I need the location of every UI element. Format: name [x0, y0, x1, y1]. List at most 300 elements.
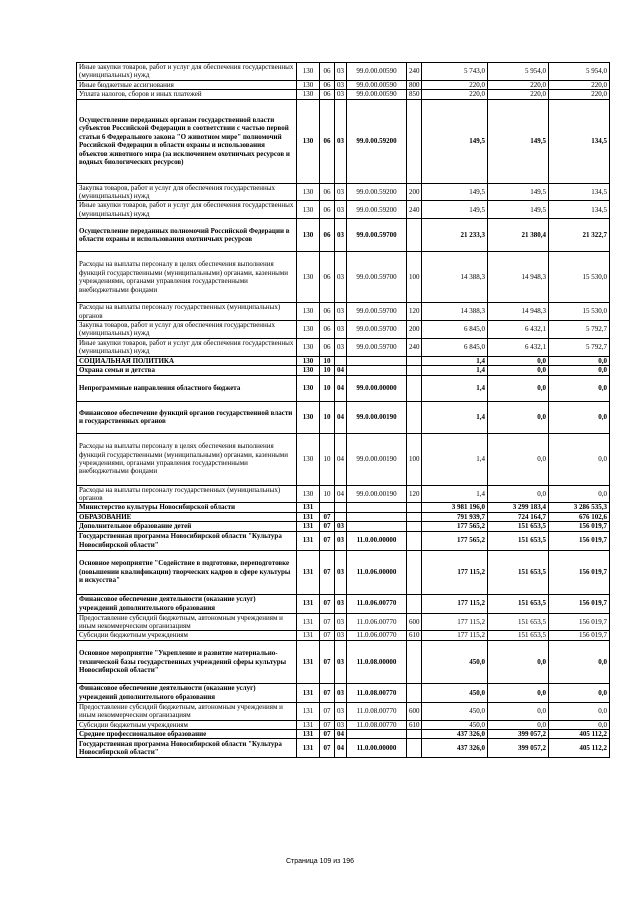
cell-target-article: 99.0.00.59700 — [347, 338, 407, 356]
cell-expense-type — [407, 503, 422, 512]
cell-target-article: 99.0.00.00190 — [347, 401, 407, 433]
cell-expense-type: 610 — [407, 720, 422, 729]
cell-amount-year3: 5 792,7 — [549, 321, 610, 339]
cell-expense-type: 120 — [407, 303, 422, 321]
cell-amount-year1: 437 326,0 — [422, 729, 488, 738]
cell-target-article: 11.0.08.00770 — [347, 702, 407, 720]
cell-amount-year1: 1,4 — [422, 356, 488, 365]
table-row — [77, 503, 610, 512]
cell-amount-year3: 156 019,7 — [549, 522, 610, 531]
table-row — [77, 512, 610, 521]
cell-section: 10 — [320, 485, 335, 503]
cell-expense-type — [407, 683, 422, 702]
table-row — [77, 485, 610, 503]
cell-target-article: 99.0.00.59200 — [347, 201, 407, 219]
cell-expense-type: 600 — [407, 613, 422, 631]
cell-section: 06 — [320, 321, 335, 339]
cell-subsection: 03 — [335, 303, 347, 321]
cell-amount-year1: 177 565,2 — [422, 531, 488, 550]
cell-ministry-code: 131 — [297, 503, 320, 512]
cell-amount-year2: 14 948,3 — [488, 303, 549, 321]
cell-section: 07 — [320, 739, 335, 758]
cell-subsection: 03 — [335, 99, 347, 183]
cell-amount-year1: 450,0 — [422, 720, 488, 729]
cell-amount-year1: 450,0 — [422, 640, 488, 683]
cell-ministry-code: 130 — [297, 201, 320, 219]
cell-amount-year1: 450,0 — [422, 702, 488, 720]
cell-expense-type — [407, 375, 422, 401]
cell-name: Расходы на выплаты персоналу государственных (муниципальных) органов — [77, 303, 297, 321]
cell-section: 10 — [320, 375, 335, 401]
cell-subsection: 03 — [335, 550, 347, 594]
cell-amount-year2: 5 954,0 — [488, 63, 549, 81]
cell-amount-year3: 156 019,7 — [549, 531, 610, 550]
cell-target-article: 99.0.00.59700 — [347, 252, 407, 303]
cell-expense-type — [407, 594, 422, 613]
cell-expense-type: 240 — [407, 338, 422, 356]
cell-ministry-code: 130 — [297, 321, 320, 339]
cell-name: Финансовое обеспечение деятельности (оказание услуг) учреждений дополнительного образования — [77, 594, 297, 613]
cell-name: Основное мероприятие "Содействие в подготовке, переподготовке (повышении квалификации) творческих кадров в сфере культуры и искусства" — [77, 550, 297, 594]
cell-expense-type — [407, 739, 422, 758]
cell-expense-type — [407, 729, 422, 738]
cell-target-article: 99.0.00.59700 — [347, 219, 407, 252]
cell-section: 07 — [320, 522, 335, 531]
cell-section: 06 — [320, 252, 335, 303]
cell-name: Осуществление переданных органам государственной власти субъектов Российской Федерации в соответствии с частью первой статьи 6 Федерального закона "О животном мире" полномочий Российской Федерации в области охраны и использования объектов животного мира (за исключением охотничьих ресурсов и водных биологических ресурсов) — [77, 99, 297, 183]
cell-section: 07 — [320, 702, 335, 720]
cell-amount-year2: 6 432,1 — [488, 338, 549, 356]
cell-subsection: 03 — [335, 201, 347, 219]
cell-name: Среднее профессиональное образование — [77, 729, 297, 738]
cell-section: 07 — [320, 594, 335, 613]
cell-section: 06 — [320, 99, 335, 183]
table-row — [77, 321, 610, 339]
cell-amount-year3: 0,0 — [549, 683, 610, 702]
table-row — [77, 201, 610, 219]
cell-amount-year2: 6 432,1 — [488, 321, 549, 339]
cell-target-article: 99.0.00.59200 — [347, 99, 407, 183]
table-row — [77, 63, 610, 81]
cell-target-article: 11.0.00.00000 — [347, 739, 407, 758]
cell-name: Закупка товаров, работ и услуг для обеспечения государственных (муниципальных) нужд — [77, 321, 297, 339]
cell-amount-year1: 6 845,0 — [422, 321, 488, 339]
cell-amount-year1: 177 115,2 — [422, 631, 488, 640]
cell-section: 06 — [320, 201, 335, 219]
cell-section: 06 — [320, 80, 335, 89]
cell-amount-year1: 149,5 — [422, 99, 488, 183]
cell-amount-year2: 151 653,5 — [488, 522, 549, 531]
cell-subsection: 03 — [335, 531, 347, 550]
cell-amount-year3: 405 112,2 — [549, 739, 610, 758]
cell-amount-year2: 399 057,2 — [488, 729, 549, 738]
cell-amount-year2: 3 299 183,4 — [488, 503, 549, 512]
cell-amount-year1: 450,0 — [422, 683, 488, 702]
cell-amount-year2: 151 653,5 — [488, 550, 549, 594]
cell-name: ОБРАЗОВАНИЕ — [77, 512, 297, 521]
cell-subsection: 03 — [335, 594, 347, 613]
table-row — [77, 99, 610, 183]
cell-ministry-code: 130 — [297, 366, 320, 375]
cell-name: Финансовое обеспечение деятельности (оказание услуг) учреждений дополнительного образования — [77, 683, 297, 702]
cell-amount-year3: 676 102,6 — [549, 512, 610, 521]
cell-amount-year1: 177 565,2 — [422, 522, 488, 531]
cell-amount-year2: 151 653,5 — [488, 594, 549, 613]
cell-name: Иные закупки товаров, работ и услуг для обеспечения государственных (муниципальных) нужд — [77, 201, 297, 219]
cell-section: 10 — [320, 356, 335, 365]
cell-amount-year1: 1,4 — [422, 366, 488, 375]
cell-amount-year1: 1,4 — [422, 401, 488, 433]
cell-amount-year1: 149,5 — [422, 201, 488, 219]
cell-ministry-code: 130 — [297, 338, 320, 356]
table-row — [77, 522, 610, 531]
cell-amount-year1: 437 326,0 — [422, 739, 488, 758]
cell-name: Непрограммные направления областного бюджета — [77, 375, 297, 401]
cell-amount-year3: 0,0 — [549, 366, 610, 375]
cell-ministry-code: 130 — [297, 401, 320, 433]
cell-amount-year3: 21 322,7 — [549, 219, 610, 252]
cell-subsection: 03 — [335, 640, 347, 683]
cell-name: Субсидии бюджетным учреждениям — [77, 631, 297, 640]
cell-expense-type: 120 — [407, 485, 422, 503]
cell-expense-type: 850 — [407, 90, 422, 99]
cell-amount-year1: 1,4 — [422, 433, 488, 485]
cell-ministry-code: 130 — [297, 485, 320, 503]
cell-expense-type — [407, 512, 422, 521]
table-row — [77, 729, 610, 738]
cell-section: 07 — [320, 531, 335, 550]
cell-amount-year3: 0,0 — [549, 433, 610, 485]
cell-ministry-code: 131 — [297, 702, 320, 720]
cell-amount-year3: 156 019,7 — [549, 550, 610, 594]
cell-amount-year2: 0,0 — [488, 356, 549, 365]
cell-ministry-code: 131 — [297, 522, 320, 531]
table-row — [77, 90, 610, 99]
cell-name: Дополнительное образование детей — [77, 522, 297, 531]
cell-ministry-code: 131 — [297, 683, 320, 702]
cell-expense-type: 100 — [407, 433, 422, 485]
cell-target-article — [347, 503, 407, 512]
cell-expense-type: 800 — [407, 80, 422, 89]
cell-ministry-code: 130 — [297, 90, 320, 99]
cell-subsection: 03 — [335, 80, 347, 89]
table-row — [77, 531, 610, 550]
cell-amount-year3: 156 019,7 — [549, 613, 610, 631]
cell-target-article: 99.0.00.00190 — [347, 485, 407, 503]
cell-subsection: 03 — [335, 183, 347, 201]
cell-target-article: 11.0.08.00770 — [347, 683, 407, 702]
cell-amount-year2: 220,0 — [488, 90, 549, 99]
cell-ministry-code: 130 — [297, 375, 320, 401]
cell-amount-year1: 6 845,0 — [422, 338, 488, 356]
cell-subsection: 03 — [335, 613, 347, 631]
cell-expense-type — [407, 531, 422, 550]
cell-ministry-code: 130 — [297, 80, 320, 89]
cell-amount-year1: 177 115,2 — [422, 613, 488, 631]
cell-amount-year2: 151 653,5 — [488, 631, 549, 640]
cell-section: 07 — [320, 512, 335, 521]
cell-subsection: 04 — [335, 433, 347, 485]
cell-amount-year2: 14 948,3 — [488, 252, 549, 303]
cell-amount-year2: 149,5 — [488, 99, 549, 183]
cell-target-article: 11.0.06.00770 — [347, 613, 407, 631]
cell-section: 07 — [320, 729, 335, 738]
cell-ministry-code: 130 — [297, 356, 320, 365]
cell-amount-year1: 177 115,2 — [422, 550, 488, 594]
cell-amount-year3: 0,0 — [549, 640, 610, 683]
cell-amount-year2: 0,0 — [488, 375, 549, 401]
cell-name: Осуществление переданных полномочий Российской Федерации в области охраны и использования охотничьих ресурсов — [77, 219, 297, 252]
cell-amount-year3: 220,0 — [549, 90, 610, 99]
table-row — [77, 401, 610, 433]
table-row — [77, 720, 610, 729]
cell-ministry-code: 131 — [297, 531, 320, 550]
cell-expense-type — [407, 401, 422, 433]
cell-name: Охрана семьи и детства — [77, 366, 297, 375]
cell-target-article: 99.0.00.00000 — [347, 375, 407, 401]
cell-target-article — [347, 356, 407, 365]
cell-amount-year2: 21 380,4 — [488, 219, 549, 252]
cell-amount-year2: 0,0 — [488, 702, 549, 720]
table-row — [77, 631, 610, 640]
cell-section: 06 — [320, 219, 335, 252]
cell-target-article: 11.0.06.00770 — [347, 631, 407, 640]
cell-subsection: 03 — [335, 720, 347, 729]
cell-amount-year1: 220,0 — [422, 80, 488, 89]
cell-subsection: 04 — [335, 401, 347, 433]
cell-ministry-code: 130 — [297, 252, 320, 303]
cell-subsection — [335, 512, 347, 521]
cell-subsection: 04 — [335, 375, 347, 401]
cell-expense-type: 200 — [407, 183, 422, 201]
cell-subsection: 03 — [335, 522, 347, 531]
budget-table — [76, 62, 610, 758]
cell-section: 07 — [320, 720, 335, 729]
cell-ministry-code: 130 — [297, 219, 320, 252]
cell-section: 10 — [320, 401, 335, 433]
cell-ministry-code: 131 — [297, 739, 320, 758]
cell-amount-year2: 149,5 — [488, 183, 549, 201]
cell-subsection: 03 — [335, 683, 347, 702]
cell-ministry-code: 131 — [297, 613, 320, 631]
budget-table-body — [77, 63, 610, 758]
cell-amount-year1: 3 981 196,0 — [422, 503, 488, 512]
cell-expense-type: 100 — [407, 252, 422, 303]
cell-name: Финансовое обеспечение функций органов государственной власти и государственных органов — [77, 401, 297, 433]
table-row — [77, 219, 610, 252]
table-row — [77, 356, 610, 365]
cell-ministry-code: 130 — [297, 63, 320, 81]
cell-expense-type — [407, 640, 422, 683]
table-row — [77, 550, 610, 594]
cell-expense-type — [407, 366, 422, 375]
cell-amount-year1: 791 939,7 — [422, 512, 488, 521]
cell-amount-year3: 15 530,0 — [549, 303, 610, 321]
cell-expense-type: 240 — [407, 63, 422, 81]
cell-amount-year2: 151 653,5 — [488, 531, 549, 550]
table-row — [77, 594, 610, 613]
cell-target-article: 99.0.00.00590 — [347, 63, 407, 81]
cell-amount-year2: 0,0 — [488, 683, 549, 702]
table-row — [77, 613, 610, 631]
cell-name: Расходы на выплаты персоналу в целях обеспечения выполнения функций государственными (муниципальными) органами, казенными учреждениями, органами управления государственными внебюджетными фондами — [77, 433, 297, 485]
table-row — [77, 303, 610, 321]
cell-amount-year3: 0,0 — [549, 356, 610, 365]
cell-name: СОЦИАЛЬНАЯ ПОЛИТИКА — [77, 356, 297, 365]
cell-section: 07 — [320, 640, 335, 683]
cell-ministry-code: 131 — [297, 594, 320, 613]
cell-section: 07 — [320, 631, 335, 640]
cell-amount-year3: 5 792,7 — [549, 338, 610, 356]
cell-expense-type: 200 — [407, 321, 422, 339]
cell-section: 06 — [320, 63, 335, 81]
cell-amount-year3: 134,5 — [549, 201, 610, 219]
cell-name: Предоставление субсидий бюджетным, автономным учреждениям и иным некоммерческим организациям — [77, 613, 297, 631]
cell-name: Расходы на выплаты персоналу государственных (муниципальных) органов — [77, 485, 297, 503]
cell-section: 07 — [320, 683, 335, 702]
cell-amount-year3: 156 019,7 — [549, 631, 610, 640]
cell-subsection: 04 — [335, 729, 347, 738]
cell-section — [320, 503, 335, 512]
cell-section: 10 — [320, 433, 335, 485]
cell-name: Субсидии бюджетным учреждениям — [77, 720, 297, 729]
cell-target-article: 99.0.00.59700 — [347, 321, 407, 339]
cell-ministry-code: 131 — [297, 720, 320, 729]
cell-amount-year1: 1,4 — [422, 375, 488, 401]
table-row — [77, 375, 610, 401]
cell-amount-year1: 220,0 — [422, 90, 488, 99]
cell-expense-type: 600 — [407, 702, 422, 720]
cell-amount-year2: 724 164,7 — [488, 512, 549, 521]
table-row — [77, 252, 610, 303]
cell-expense-type — [407, 522, 422, 531]
cell-name: Государственная программа Новосибирской области "Культура Новосибирской области" — [77, 531, 297, 550]
table-row — [77, 739, 610, 758]
cell-subsection: 03 — [335, 702, 347, 720]
cell-name: Основное мероприятие "Укрепление и развитие материально-технической базы государственных учреждений сферы культуры Новосибирской области" — [77, 640, 297, 683]
cell-name: Иные закупки товаров, работ и услуг для обеспечения государственных (муниципальных) нужд — [77, 63, 297, 81]
table-row — [77, 683, 610, 702]
cell-amount-year1: 1,4 — [422, 485, 488, 503]
cell-expense-type — [407, 99, 422, 183]
cell-ministry-code: 131 — [297, 640, 320, 683]
table-row — [77, 433, 610, 485]
cell-expense-type — [407, 356, 422, 365]
cell-amount-year3: 0,0 — [549, 401, 610, 433]
table-row — [77, 183, 610, 201]
cell-ministry-code: 131 — [297, 512, 320, 521]
cell-name: Иные бюджетные ассигнования — [77, 80, 297, 89]
cell-amount-year3: 5 954,0 — [549, 63, 610, 81]
table-row — [77, 702, 610, 720]
cell-expense-type — [407, 219, 422, 252]
cell-amount-year3: 3 286 535,3 — [549, 503, 610, 512]
cell-amount-year2: 220,0 — [488, 80, 549, 89]
cell-subsection: 04 — [335, 366, 347, 375]
cell-name: Иные закупки товаров, работ и услуг для обеспечения государственных (муниципальных) нужд — [77, 338, 297, 356]
cell-section: 06 — [320, 303, 335, 321]
cell-ministry-code: 131 — [297, 729, 320, 738]
cell-target-article: 11.0.08.00000 — [347, 640, 407, 683]
table-row — [77, 80, 610, 89]
cell-target-article: 11.0.06.00000 — [347, 550, 407, 594]
cell-subsection: 03 — [335, 252, 347, 303]
cell-amount-year1: 5 743,0 — [422, 63, 488, 81]
cell-target-article: 11.0.00.00000 — [347, 531, 407, 550]
table-row — [77, 366, 610, 375]
cell-name: Уплата налогов, сборов и иных платежей — [77, 90, 297, 99]
cell-amount-year2: 0,0 — [488, 366, 549, 375]
cell-subsection — [335, 503, 347, 512]
cell-amount-year1: 177 115,2 — [422, 594, 488, 613]
cell-target-article: 99.0.00.00190 — [347, 433, 407, 485]
cell-section: 07 — [320, 613, 335, 631]
cell-amount-year1: 21 233,3 — [422, 219, 488, 252]
cell-name: Министерство культуры Новосибирской области — [77, 503, 297, 512]
cell-target-article — [347, 729, 407, 738]
cell-amount-year2: 0,0 — [488, 640, 549, 683]
cell-section: 06 — [320, 183, 335, 201]
cell-ministry-code: 130 — [297, 183, 320, 201]
cell-name: Закупка товаров, работ и услуг для обеспечения государственных (муниципальных) нужд — [77, 183, 297, 201]
cell-subsection: 03 — [335, 219, 347, 252]
cell-amount-year3: 0,0 — [549, 485, 610, 503]
cell-amount-year3: 0,0 — [549, 375, 610, 401]
cell-ministry-code: 130 — [297, 303, 320, 321]
cell-ministry-code: 131 — [297, 550, 320, 594]
cell-target-article — [347, 512, 407, 521]
cell-amount-year2: 0,0 — [488, 433, 549, 485]
cell-amount-year3: 220,0 — [549, 80, 610, 89]
cell-amount-year2: 149,5 — [488, 201, 549, 219]
cell-amount-year1: 14 388,3 — [422, 303, 488, 321]
cell-target-article: 11.0.06.00770 — [347, 594, 407, 613]
cell-target-article: 99.0.00.59200 — [347, 183, 407, 201]
cell-target-article: 99.0.00.59700 — [347, 303, 407, 321]
cell-subsection: 04 — [335, 485, 347, 503]
cell-amount-year2: 151 653,5 — [488, 613, 549, 631]
cell-subsection: 03 — [335, 338, 347, 356]
cell-name: Предоставление субсидий бюджетным, автономным учреждениям и иным некоммерческим организациям — [77, 702, 297, 720]
cell-name: Расходы на выплаты персоналу в целях обеспечения выполнения функций государственными (муниципальными) органами, казенными учреждениями, органами управления государственными внебюджетными фондами — [77, 252, 297, 303]
cell-ministry-code: 131 — [297, 631, 320, 640]
cell-section: 06 — [320, 90, 335, 99]
cell-amount-year3: 156 019,7 — [549, 594, 610, 613]
cell-section: 07 — [320, 550, 335, 594]
cell-target-article — [347, 366, 407, 375]
cell-ministry-code: 130 — [297, 433, 320, 485]
cell-target-article: 99.0.00.00590 — [347, 90, 407, 99]
cell-amount-year3: 134,5 — [549, 183, 610, 201]
cell-amount-year3: 15 530,0 — [549, 252, 610, 303]
cell-subsection: 03 — [335, 631, 347, 640]
cell-subsection — [335, 356, 347, 365]
cell-amount-year1: 149,5 — [422, 183, 488, 201]
cell-expense-type: 240 — [407, 201, 422, 219]
cell-amount-year2: 399 057,2 — [488, 739, 549, 758]
cell-ministry-code: 130 — [297, 99, 320, 183]
cell-amount-year3: 405 112,2 — [549, 729, 610, 738]
cell-expense-type: 610 — [407, 631, 422, 640]
cell-section: 10 — [320, 366, 335, 375]
cell-amount-year2: 0,0 — [488, 720, 549, 729]
page-number: Страница 109 из 196 — [285, 858, 355, 865]
table-row — [77, 338, 610, 356]
cell-section: 06 — [320, 338, 335, 356]
cell-amount-year2: 0,0 — [488, 485, 549, 503]
cell-amount-year3: 0,0 — [549, 720, 610, 729]
cell-expense-type — [407, 550, 422, 594]
